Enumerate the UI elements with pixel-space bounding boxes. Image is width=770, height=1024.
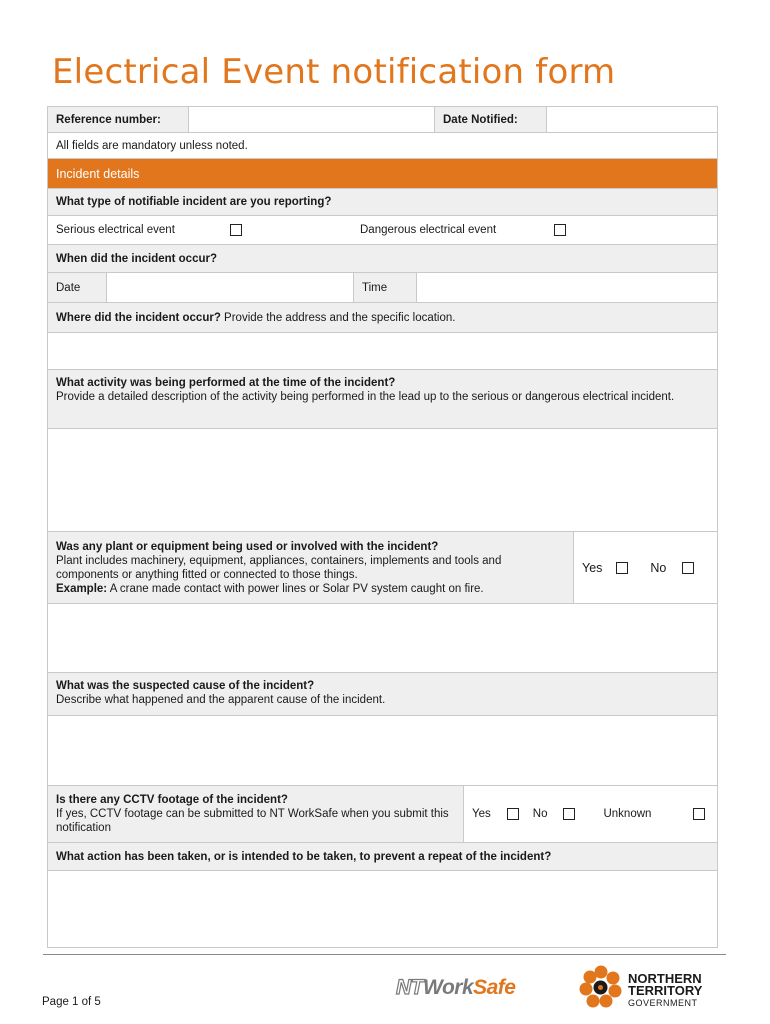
date-time-row: [48, 273, 717, 303]
dangerous-event-label: Dangerous electrical event: [360, 224, 497, 236]
plant-question-block: [48, 532, 573, 603]
where-answer-field[interactable]: [48, 333, 717, 370]
logo-work: Work: [423, 976, 474, 999]
cctv-question-row: [48, 786, 717, 843]
plant-question-row: [48, 532, 717, 604]
mandatory-note: All fields are mandatory unless noted.: [56, 139, 248, 152]
dangerous-event-checkbox-wrap: [546, 216, 586, 244]
date-field[interactable]: [106, 273, 353, 302]
cctv-question: Is there any CCTV footage of the incident?: [56, 794, 288, 806]
date-notified-field[interactable]: [546, 107, 717, 132]
footer-divider: [43, 954, 726, 955]
activity-question: What activity was being performed at the time of the incident?: [56, 377, 396, 389]
ntg-line1: NORTHERN: [628, 971, 702, 986]
plant-no-label: No: [650, 560, 667, 575]
plant-question: Was any plant or equipment being used or involved with the incident?: [56, 541, 439, 553]
cause-question-row: [48, 673, 717, 716]
date-label: Date: [48, 273, 106, 302]
time-field[interactable]: [416, 273, 717, 302]
dangerous-event-checkbox[interactable]: [554, 224, 566, 236]
cctv-hint: If yes, CCTV footage can be submitted to NT WorkSafe when you submit this notification: [56, 808, 449, 834]
where-question-row: [48, 303, 717, 333]
cause-question: What was the suspected cause of the incident?: [56, 680, 315, 692]
cctv-no-label: No: [532, 808, 548, 820]
plant-no-checkbox[interactable]: [682, 562, 694, 574]
plant-example-text: A crane made contact with power lines or Solar PV system caught on fire.: [107, 583, 484, 595]
reference-number-field[interactable]: [188, 107, 434, 132]
cctv-unknown-label: Unknown: [603, 808, 652, 820]
mandatory-note-row: [48, 133, 717, 159]
cctv-question-block: [48, 786, 463, 842]
ntg-flower-icon: [578, 964, 624, 1010]
where-question-rest: Provide the address and the specific location.: [220, 311, 456, 324]
logo-nt: NT: [396, 976, 423, 999]
ntg-wordmark: [628, 973, 702, 1009]
cause-question-block: [48, 673, 717, 715]
cause-hint: Describe what happened and the apparent cause of the incident.: [56, 694, 386, 706]
action-answer-field[interactable]: [48, 871, 717, 947]
activity-question-block: [48, 370, 717, 428]
when-question: When did the incident occur?: [56, 252, 217, 265]
date-notified-label: Date Notified:: [434, 107, 546, 132]
plant-yes-label: Yes: [582, 560, 603, 575]
plant-answer-options: [573, 532, 717, 603]
plant-example: [56, 582, 565, 596]
reference-row: [48, 107, 717, 133]
when-question-row: [48, 245, 717, 273]
reference-number-label: Reference number:: [48, 107, 188, 132]
nt-worksafe-logo: [396, 976, 515, 1000]
where-question-bold: Where did the incident occur?: [56, 311, 221, 324]
activity-answer-field[interactable]: [48, 429, 717, 532]
section-header-incident-details: [48, 159, 717, 189]
time-label: Time: [353, 273, 416, 302]
serious-event-checkbox[interactable]: [230, 224, 242, 236]
plant-example-label: Example:: [56, 583, 108, 595]
logo-safe: Safe: [473, 976, 516, 999]
plant-answer-field[interactable]: [48, 604, 717, 673]
ntg-line2: TERRITORY: [628, 983, 703, 998]
action-question-row: [48, 843, 717, 871]
incident-type-options-row: [48, 216, 717, 245]
cctv-no-checkbox[interactable]: [563, 808, 575, 820]
where-question: [48, 303, 717, 332]
serious-event-label: Serious electrical event: [56, 224, 175, 236]
plant-yes-checkbox[interactable]: [616, 562, 628, 574]
activity-hint: Provide a detailed description of the activity being performed in the lead up to the serious or dangerous electrical incident.: [56, 391, 675, 403]
action-question: What action has been taken, or is intended to be taken, to prevent a repeat of the incident?: [56, 850, 552, 863]
section-header-label: Incident details: [56, 166, 140, 181]
cctv-yes-label: Yes: [472, 808, 491, 820]
cctv-answer-options: [463, 786, 717, 842]
serious-event-checkbox-wrap: [222, 216, 352, 244]
incident-type-question-row: [48, 189, 717, 216]
incident-form: [47, 106, 718, 948]
page-number: Page 1 of 5: [42, 996, 101, 1008]
plant-hint: Plant includes machinery, equipment, appliances, containers, implements and tools and components or anything fitted or connected to those things.: [56, 555, 502, 581]
ntg-line3: GOVERNMENT: [628, 998, 698, 1008]
form-title: Electrical Event notification form: [52, 52, 616, 92]
cctv-unknown-checkbox[interactable]: [693, 808, 705, 820]
activity-question-row: [48, 370, 717, 429]
cctv-yes-checkbox[interactable]: [507, 808, 519, 820]
incident-type-question: What type of notifiable incident are you reporting?: [56, 196, 332, 208]
cause-answer-field[interactable]: [48, 716, 717, 786]
